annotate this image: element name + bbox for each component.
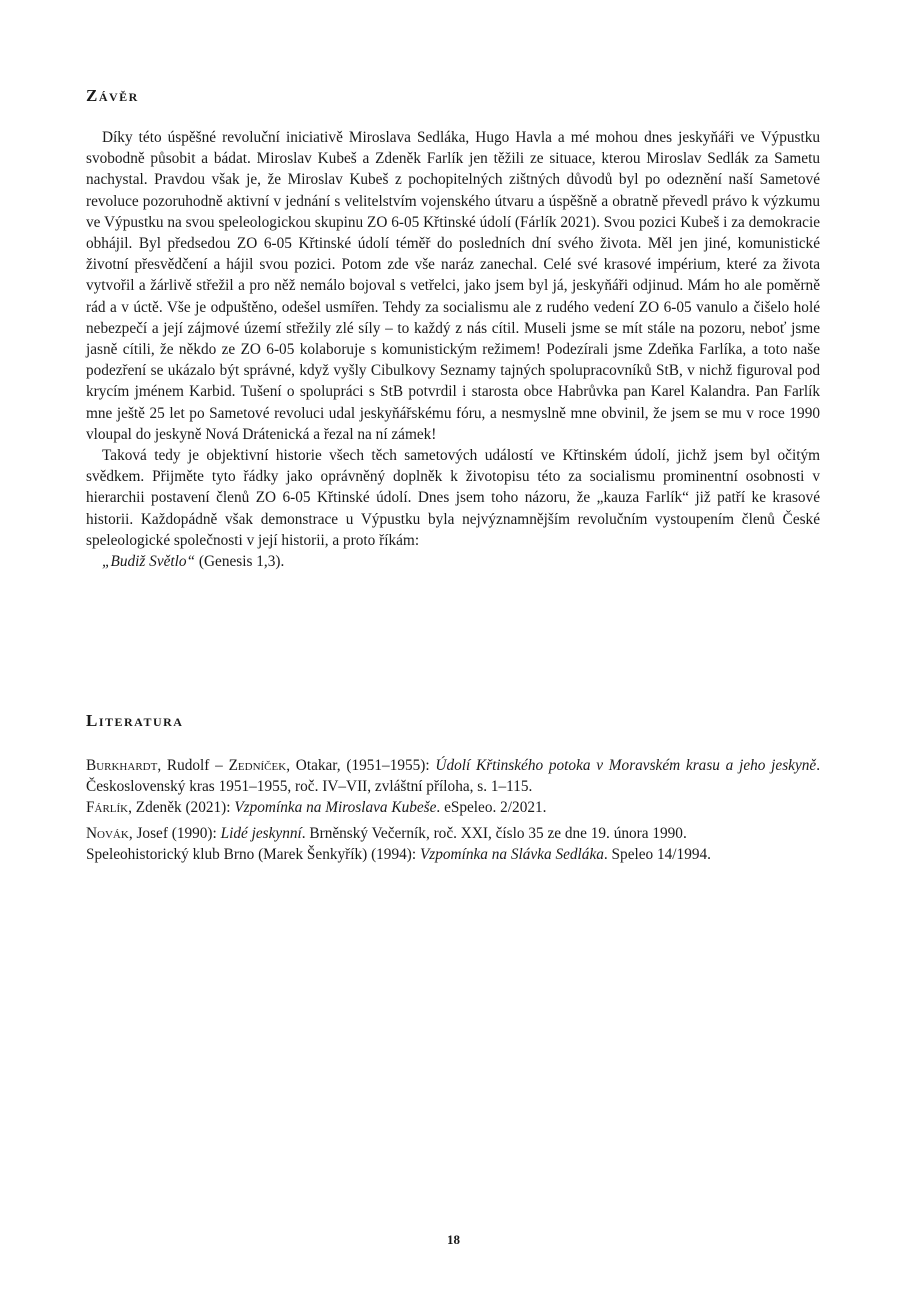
conclusion-paragraph-2: Taková tedy je objektivní historie všech těch sametových událostí ve Křtinském údolí, jichž jsem byl očitým svědkem. Přijměte tyto řádky jako oprávněný doplněk k životopisu této za socialismu prominentní osobnosti v hierarchii postavení členů ZO 6-05 Křtinské údolí. Dnes jsem toho názoru, že „kauza Farlík“ již patří ke krasové historii. Každopádně však demonstrace u Výpustku byla nejvýznamnějším revolučním vystoupením členů České speleologické společnosti v její historii, a proto říkám: <box>86 447 820 549</box>
page-number: 18 <box>447 1232 460 1247</box>
conclusion-paragraph-1: Díky této úspěšné revoluční iniciativě Miroslava Sedláka, Hugo Havla a mé mohou dnes jeskyňáři ve Výpustku svobodně působit a bádat. Miroslav Kubeš a Zdeněk Farlík jen těžili ze situace, kterou Miroslav Sedlák za Sametu nachystal. Pravdou však je, že Miroslav Kubeš z pochopitelných zištných důvodů byl po odeznění naší Sametové revoluce pozoruhodně aktivní v jednání s velitelstvím vojenského útvaru a úspěšně a obratně převedl právo k výzkumu ve Výpustku na svou speleologickou skupinu ZO 6-05 Křtinské údolí (Fárlík 2021). Svou pozici Kubeš i za demokracie obhájil. Byl předsedou ZO 6-05 Křtinské údolí téměř do posledních dní svého života. Měl jen jiné, komunistické životní přesvědčení a hájil svou pozici. Potom zde vše naráz zanechal. Celé své krasové impérium, které za života vytvořil a žárlivě střežil a pro něž nemálo bojoval s vetřelci, jako jsem byl já, jeskyňáři odjinud. Mám ho ale poměrně rád a v úctě. Vše je odpuštěno, odešel usmířen. Tehdy za socialismu ale z rudého vedení ZO 6-05 vanulo a čišelo holé nebezpečí a její zájmové území střežily zlé síly – to každý z nás cítil. Museli jsme se mít stále na pozoru, neboť jsme jasně cítili, že někdo ze ZO 6-05 kolaboruje s komunistickým režimem! Podezírali jsme Zdeňka Farlíka, a toto naše podezření se ukázalo být správné, když vyšly Cibulkovy Seznamy tajných spolupracovníků StB, v nichž figuroval pod krycím jménem Karbid. Tušení o spolupráci s StB potvrdil i starosta obce Habrůvka pan Karel Kalandra. Pan Farlík mne ještě 25 let po Sametové revoluci udal jeskyňářskému fóru, a nesmyslně mne obvinil, že jsem se mu v roce 1990 vloupal do jeskyně Nová Drátenická a řezal na ní zámek! <box>86 129 820 443</box>
quote-source: (Genesis 1,3). <box>195 553 285 571</box>
reference-details: . Speleo 14/1994. <box>603 845 711 863</box>
reference-title: Lidé jeskynní <box>220 824 302 842</box>
reference-title: Vzpomínka na Slávka Sedláka <box>419 845 604 863</box>
reference-item <box>86 797 820 818</box>
reference-item <box>86 823 820 844</box>
closing-quote <box>86 551 820 572</box>
section-heading-literature: Literatura <box>86 711 184 730</box>
section-heading-conclusion: Závěr <box>86 86 139 105</box>
conclusion-body <box>86 127 820 572</box>
reference-author-rest: , Josef (1990): <box>128 824 221 842</box>
reference-title: Údolí Křtinského potoka v Moravském krasu a jeho jeskyně <box>435 757 817 774</box>
reference-author: Novák <box>86 824 129 842</box>
reference-details: . Československý kras 1951–1955, roč. IV–VII, zvláštní příloha, s. 1–115. <box>86 757 821 796</box>
reference-details: . Brněnský Večerník, roč. XXI, číslo 35 ze dne 19. února 1990. <box>301 824 687 842</box>
reference-item <box>86 844 820 865</box>
reference-item <box>86 755 820 797</box>
reference-author-rest: , Otakar, (1951–1955): <box>286 757 436 774</box>
quote-text: „Budiž Světlo“ <box>102 553 196 571</box>
reference-title: Vzpomínka na Miroslava Kubeše <box>234 799 437 817</box>
reference-author-rest: , Zdeněk (2021): <box>128 799 235 817</box>
reference-author: Zedníček <box>228 757 287 774</box>
reference-author-rest: , Rudolf – <box>157 757 229 774</box>
reference-author: Speleohistorický klub Brno (Marek Šenkyřík) (1994): <box>86 845 420 863</box>
reference-list <box>86 755 820 869</box>
reference-details: . eSpeleo. 2/2021. <box>436 799 547 817</box>
reference-author: Burkhardt <box>86 757 158 774</box>
reference-author: Fárlík <box>86 799 129 817</box>
